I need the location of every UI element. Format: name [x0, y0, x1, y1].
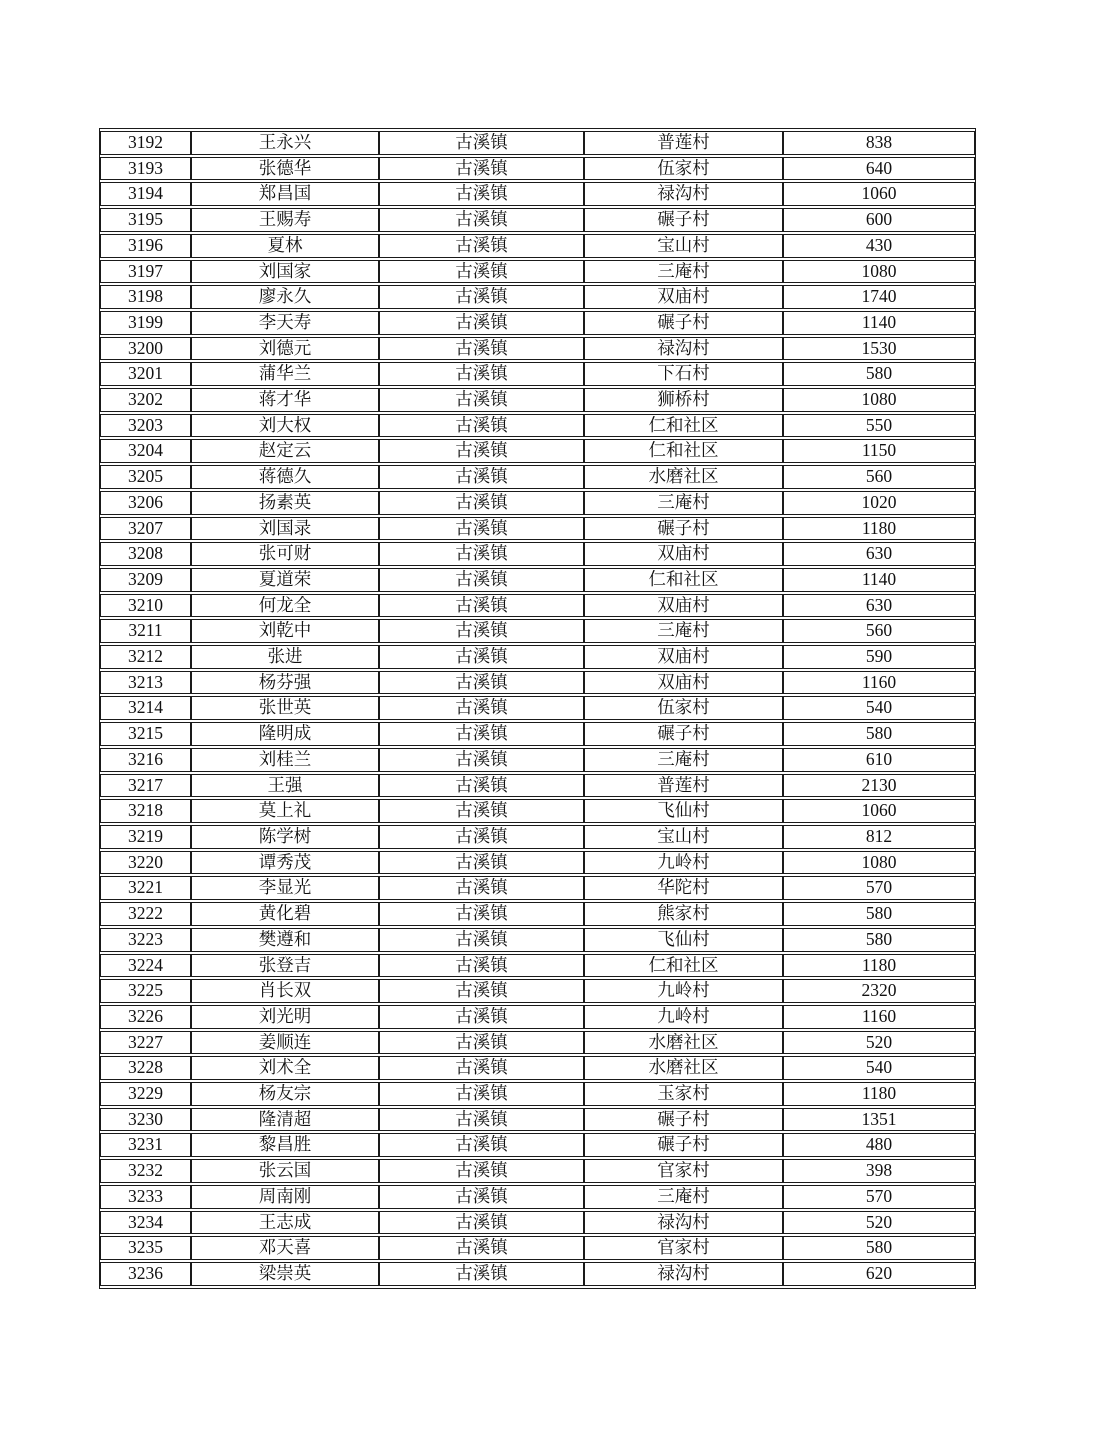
cell-town: 古溪镇: [379, 491, 584, 515]
cell-town: 古溪镇: [379, 465, 584, 489]
cell-id: 3217: [100, 774, 191, 798]
table-row: [100, 157, 975, 181]
cell-amount: 1180: [783, 517, 975, 541]
cell-name: 何龙全: [191, 594, 379, 618]
cell-name: 蒲华兰: [191, 362, 379, 386]
cell-amount: 610: [783, 748, 975, 772]
table-row: [100, 902, 975, 926]
table-row: [100, 799, 975, 823]
cell-id: 3192: [100, 131, 191, 155]
table-row: [100, 748, 975, 772]
cell-id: 3210: [100, 594, 191, 618]
cell-amount: 540: [783, 1056, 975, 1080]
cell-town: 古溪镇: [379, 1031, 584, 1055]
cell-town: 古溪镇: [379, 825, 584, 849]
cell-town: 古溪镇: [379, 362, 584, 386]
table-row: [100, 954, 975, 978]
cell-village: 仁和社区: [584, 954, 783, 978]
table-row: [100, 465, 975, 489]
cell-town: 古溪镇: [379, 182, 584, 206]
cell-name: 张可财: [191, 542, 379, 566]
cell-name: 郑昌国: [191, 182, 379, 206]
cell-village: 仁和社区: [584, 414, 783, 438]
cell-amount: 520: [783, 1211, 975, 1235]
table-row: [100, 1031, 975, 1055]
cell-id: 3224: [100, 954, 191, 978]
cell-id: 3225: [100, 979, 191, 1003]
cell-town: 古溪镇: [379, 902, 584, 926]
cell-town: 古溪镇: [379, 748, 584, 772]
cell-village: 下石村: [584, 362, 783, 386]
cell-name: 莫上礼: [191, 799, 379, 823]
table-row: [100, 722, 975, 746]
cell-id: 3227: [100, 1031, 191, 1055]
cell-town: 古溪镇: [379, 1159, 584, 1183]
cell-amount: 1140: [783, 568, 975, 592]
cell-town: 古溪镇: [379, 311, 584, 335]
cell-name: 陈学树: [191, 825, 379, 849]
cell-amount: 430: [783, 234, 975, 258]
cell-name: 刘乾中: [191, 619, 379, 643]
cell-village: 官家村: [584, 1236, 783, 1260]
table-row: [100, 1056, 975, 1080]
cell-town: 古溪镇: [379, 876, 584, 900]
cell-id: 3205: [100, 465, 191, 489]
table-row: [100, 208, 975, 232]
cell-amount: 1740: [783, 285, 975, 309]
cell-id: 3235: [100, 1236, 191, 1260]
cell-name: 张登吉: [191, 954, 379, 978]
cell-amount: 630: [783, 542, 975, 566]
cell-village: 九岭村: [584, 851, 783, 875]
cell-id: 3220: [100, 851, 191, 875]
cell-id: 3212: [100, 645, 191, 669]
cell-amount: 580: [783, 1236, 975, 1260]
cell-town: 古溪镇: [379, 1133, 584, 1157]
cell-town: 古溪镇: [379, 671, 584, 695]
cell-id: 3222: [100, 902, 191, 926]
table-row: [100, 1082, 975, 1106]
cell-village: 三庵村: [584, 491, 783, 515]
cell-id: 3211: [100, 619, 191, 643]
cell-village: 三庵村: [584, 260, 783, 284]
cell-town: 古溪镇: [379, 260, 584, 284]
cell-amount: 480: [783, 1133, 975, 1157]
cell-town: 古溪镇: [379, 799, 584, 823]
cell-town: 古溪镇: [379, 1056, 584, 1080]
cell-village: 双庙村: [584, 645, 783, 669]
cell-amount: 1160: [783, 1005, 975, 1029]
cell-amount: 1180: [783, 954, 975, 978]
table-row: [100, 260, 975, 284]
cell-id: 3232: [100, 1159, 191, 1183]
cell-amount: 1060: [783, 182, 975, 206]
cell-id: 3234: [100, 1211, 191, 1235]
cell-name: 蒋德久: [191, 465, 379, 489]
table-row: [100, 439, 975, 463]
cell-id: 3231: [100, 1133, 191, 1157]
cell-amount: 620: [783, 1262, 975, 1286]
cell-name: 刘国家: [191, 260, 379, 284]
cell-amount: 600: [783, 208, 975, 232]
records-table: [99, 128, 976, 1289]
cell-amount: 580: [783, 902, 975, 926]
table-row: [100, 1236, 975, 1260]
cell-id: 3230: [100, 1108, 191, 1132]
cell-town: 古溪镇: [379, 928, 584, 952]
table-row: [100, 619, 975, 643]
cell-village: 熊家村: [584, 902, 783, 926]
cell-town: 古溪镇: [379, 234, 584, 258]
cell-name: 姜顺连: [191, 1031, 379, 1055]
cell-town: 古溪镇: [379, 645, 584, 669]
cell-village: 双庙村: [584, 671, 783, 695]
table-row: [100, 1133, 975, 1157]
cell-town: 古溪镇: [379, 1005, 584, 1029]
cell-name: 李天寿: [191, 311, 379, 335]
table-row: [100, 928, 975, 952]
cell-name: 王志成: [191, 1211, 379, 1235]
table-row: [100, 131, 975, 155]
cell-id: 3218: [100, 799, 191, 823]
cell-village: 双庙村: [584, 542, 783, 566]
cell-town: 古溪镇: [379, 1262, 584, 1286]
cell-town: 古溪镇: [379, 619, 584, 643]
cell-amount: 540: [783, 696, 975, 720]
cell-village: 禄沟村: [584, 1211, 783, 1235]
table-row: [100, 1185, 975, 1209]
cell-name: 刘国录: [191, 517, 379, 541]
cell-id: 3214: [100, 696, 191, 720]
cell-name: 樊遵和: [191, 928, 379, 952]
cell-village: 三庵村: [584, 619, 783, 643]
cell-id: 3207: [100, 517, 191, 541]
cell-town: 古溪镇: [379, 208, 584, 232]
cell-village: 伍家村: [584, 696, 783, 720]
table-row: [100, 285, 975, 309]
cell-id: 3206: [100, 491, 191, 515]
table-row: [100, 645, 975, 669]
cell-name: 张德华: [191, 157, 379, 181]
cell-id: 3200: [100, 337, 191, 361]
cell-name: 李显光: [191, 876, 379, 900]
table-row: [100, 1005, 975, 1029]
cell-amount: 1140: [783, 311, 975, 335]
cell-amount: 580: [783, 722, 975, 746]
cell-amount: 520: [783, 1031, 975, 1055]
cell-amount: 1150: [783, 439, 975, 463]
cell-id: 3196: [100, 234, 191, 258]
table-row: [100, 1159, 975, 1183]
cell-town: 古溪镇: [379, 517, 584, 541]
cell-town: 古溪镇: [379, 696, 584, 720]
cell-name: 谭秀茂: [191, 851, 379, 875]
cell-town: 古溪镇: [379, 1236, 584, 1260]
table-row: [100, 1108, 975, 1132]
cell-name: 王赐寿: [191, 208, 379, 232]
table-row: [100, 388, 975, 412]
cell-amount: 580: [783, 362, 975, 386]
cell-amount: 570: [783, 876, 975, 900]
cell-name: 梁崇英: [191, 1262, 379, 1286]
cell-id: 3203: [100, 414, 191, 438]
table-row: [100, 1262, 975, 1286]
cell-town: 古溪镇: [379, 1211, 584, 1235]
table-row: [100, 491, 975, 515]
cell-id: 3201: [100, 362, 191, 386]
cell-id: 3236: [100, 1262, 191, 1286]
cell-name: 隆明成: [191, 722, 379, 746]
cell-amount: 1080: [783, 260, 975, 284]
cell-name: 夏林: [191, 234, 379, 258]
cell-town: 古溪镇: [379, 388, 584, 412]
cell-name: 张云国: [191, 1159, 379, 1183]
cell-id: 3215: [100, 722, 191, 746]
cell-village: 双庙村: [584, 594, 783, 618]
cell-name: 王永兴: [191, 131, 379, 155]
cell-name: 张进: [191, 645, 379, 669]
cell-name: 刘术全: [191, 1056, 379, 1080]
cell-amount: 1160: [783, 671, 975, 695]
table-row: [100, 594, 975, 618]
cell-id: 3223: [100, 928, 191, 952]
table-row: [100, 979, 975, 1003]
cell-town: 古溪镇: [379, 131, 584, 155]
cell-village: 碾子村: [584, 311, 783, 335]
cell-id: 3198: [100, 285, 191, 309]
cell-name: 廖永久: [191, 285, 379, 309]
cell-id: 3219: [100, 825, 191, 849]
cell-id: 3204: [100, 439, 191, 463]
cell-amount: 560: [783, 619, 975, 643]
table-row: [100, 1211, 975, 1235]
cell-village: 碾子村: [584, 1133, 783, 1157]
table-row: [100, 568, 975, 592]
cell-id: 3209: [100, 568, 191, 592]
cell-amount: 1020: [783, 491, 975, 515]
cell-amount: 1080: [783, 388, 975, 412]
cell-id: 3193: [100, 157, 191, 181]
cell-village: 仁和社区: [584, 439, 783, 463]
cell-name: 杨芬强: [191, 671, 379, 695]
cell-amount: 590: [783, 645, 975, 669]
cell-name: 蒋才华: [191, 388, 379, 412]
cell-name: 黄化碧: [191, 902, 379, 926]
cell-village: 普莲村: [584, 774, 783, 798]
cell-town: 古溪镇: [379, 979, 584, 1003]
cell-id: 3202: [100, 388, 191, 412]
cell-name: 夏道荣: [191, 568, 379, 592]
cell-town: 古溪镇: [379, 774, 584, 798]
cell-amount: 1530: [783, 337, 975, 361]
cell-village: 碾子村: [584, 208, 783, 232]
table-row: [100, 542, 975, 566]
cell-village: 飞仙村: [584, 799, 783, 823]
cell-amount: 1180: [783, 1082, 975, 1106]
cell-village: 华陀村: [584, 876, 783, 900]
cell-id: 3228: [100, 1056, 191, 1080]
cell-village: 狮桥村: [584, 388, 783, 412]
table-row: [100, 696, 975, 720]
cell-town: 古溪镇: [379, 1185, 584, 1209]
cell-name: 刘光明: [191, 1005, 379, 1029]
cell-town: 古溪镇: [379, 954, 584, 978]
cell-town: 古溪镇: [379, 285, 584, 309]
cell-village: 禄沟村: [584, 337, 783, 361]
cell-amount: 812: [783, 825, 975, 849]
cell-village: 水磨社区: [584, 1031, 783, 1055]
cell-id: 3226: [100, 1005, 191, 1029]
cell-village: 宝山村: [584, 825, 783, 849]
cell-village: 水磨社区: [584, 1056, 783, 1080]
cell-id: 3229: [100, 1082, 191, 1106]
table-row: [100, 876, 975, 900]
cell-name: 刘大权: [191, 414, 379, 438]
cell-village: 九岭村: [584, 979, 783, 1003]
cell-id: 3195: [100, 208, 191, 232]
cell-village: 三庵村: [584, 1185, 783, 1209]
cell-town: 古溪镇: [379, 568, 584, 592]
cell-name: 肖长双: [191, 979, 379, 1003]
table-row: [100, 774, 975, 798]
cell-village: 伍家村: [584, 157, 783, 181]
cell-id: 3233: [100, 1185, 191, 1209]
cell-amount: 570: [783, 1185, 975, 1209]
cell-town: 古溪镇: [379, 337, 584, 361]
cell-amount: 398: [783, 1159, 975, 1183]
cell-village: 仁和社区: [584, 568, 783, 592]
cell-town: 古溪镇: [379, 594, 584, 618]
table-row: [100, 234, 975, 258]
cell-amount: 1060: [783, 799, 975, 823]
cell-name: 周南刚: [191, 1185, 379, 1209]
cell-village: 禄沟村: [584, 182, 783, 206]
cell-name: 扬素英: [191, 491, 379, 515]
cell-amount: 580: [783, 928, 975, 952]
cell-village: 碾子村: [584, 1108, 783, 1132]
cell-id: 3221: [100, 876, 191, 900]
cell-name: 刘桂兰: [191, 748, 379, 772]
cell-village: 三庵村: [584, 748, 783, 772]
cell-town: 古溪镇: [379, 414, 584, 438]
cell-village: 禄沟村: [584, 1262, 783, 1286]
cell-id: 3216: [100, 748, 191, 772]
cell-id: 3199: [100, 311, 191, 335]
cell-name: 刘德元: [191, 337, 379, 361]
cell-village: 水磨社区: [584, 465, 783, 489]
records-table-body: [100, 131, 975, 1286]
cell-town: 古溪镇: [379, 157, 584, 181]
table-row: [100, 362, 975, 386]
cell-amount: 1351: [783, 1108, 975, 1132]
cell-town: 古溪镇: [379, 1108, 584, 1132]
cell-id: 3208: [100, 542, 191, 566]
cell-amount: 630: [783, 594, 975, 618]
cell-town: 古溪镇: [379, 722, 584, 746]
cell-amount: 1080: [783, 851, 975, 875]
cell-village: 普莲村: [584, 131, 783, 155]
table-row: [100, 337, 975, 361]
cell-name: 赵定云: [191, 439, 379, 463]
cell-village: 双庙村: [584, 285, 783, 309]
cell-name: 张世英: [191, 696, 379, 720]
cell-village: 玉家村: [584, 1082, 783, 1106]
cell-village: 九岭村: [584, 1005, 783, 1029]
cell-amount: 2130: [783, 774, 975, 798]
cell-village: 官家村: [584, 1159, 783, 1183]
table-row: [100, 851, 975, 875]
table-row: [100, 311, 975, 335]
cell-amount: 838: [783, 131, 975, 155]
cell-name: 邓天喜: [191, 1236, 379, 1260]
cell-village: 宝山村: [584, 234, 783, 258]
cell-name: 杨友宗: [191, 1082, 379, 1106]
cell-id: 3194: [100, 182, 191, 206]
cell-amount: 560: [783, 465, 975, 489]
cell-town: 古溪镇: [379, 542, 584, 566]
cell-village: 碾子村: [584, 722, 783, 746]
cell-id: 3197: [100, 260, 191, 284]
cell-town: 古溪镇: [379, 439, 584, 463]
cell-village: 飞仙村: [584, 928, 783, 952]
table-row: [100, 414, 975, 438]
cell-amount: 640: [783, 157, 975, 181]
table-row: [100, 671, 975, 695]
cell-id: 3213: [100, 671, 191, 695]
cell-town: 古溪镇: [379, 1082, 584, 1106]
cell-amount: 2320: [783, 979, 975, 1003]
table-row: [100, 517, 975, 541]
cell-name: 黎昌胜: [191, 1133, 379, 1157]
cell-town: 古溪镇: [379, 851, 584, 875]
cell-village: 碾子村: [584, 517, 783, 541]
cell-name: 隆清超: [191, 1108, 379, 1132]
cell-amount: 550: [783, 414, 975, 438]
cell-name: 王强: [191, 774, 379, 798]
table-row: [100, 825, 975, 849]
table-row: [100, 182, 975, 206]
